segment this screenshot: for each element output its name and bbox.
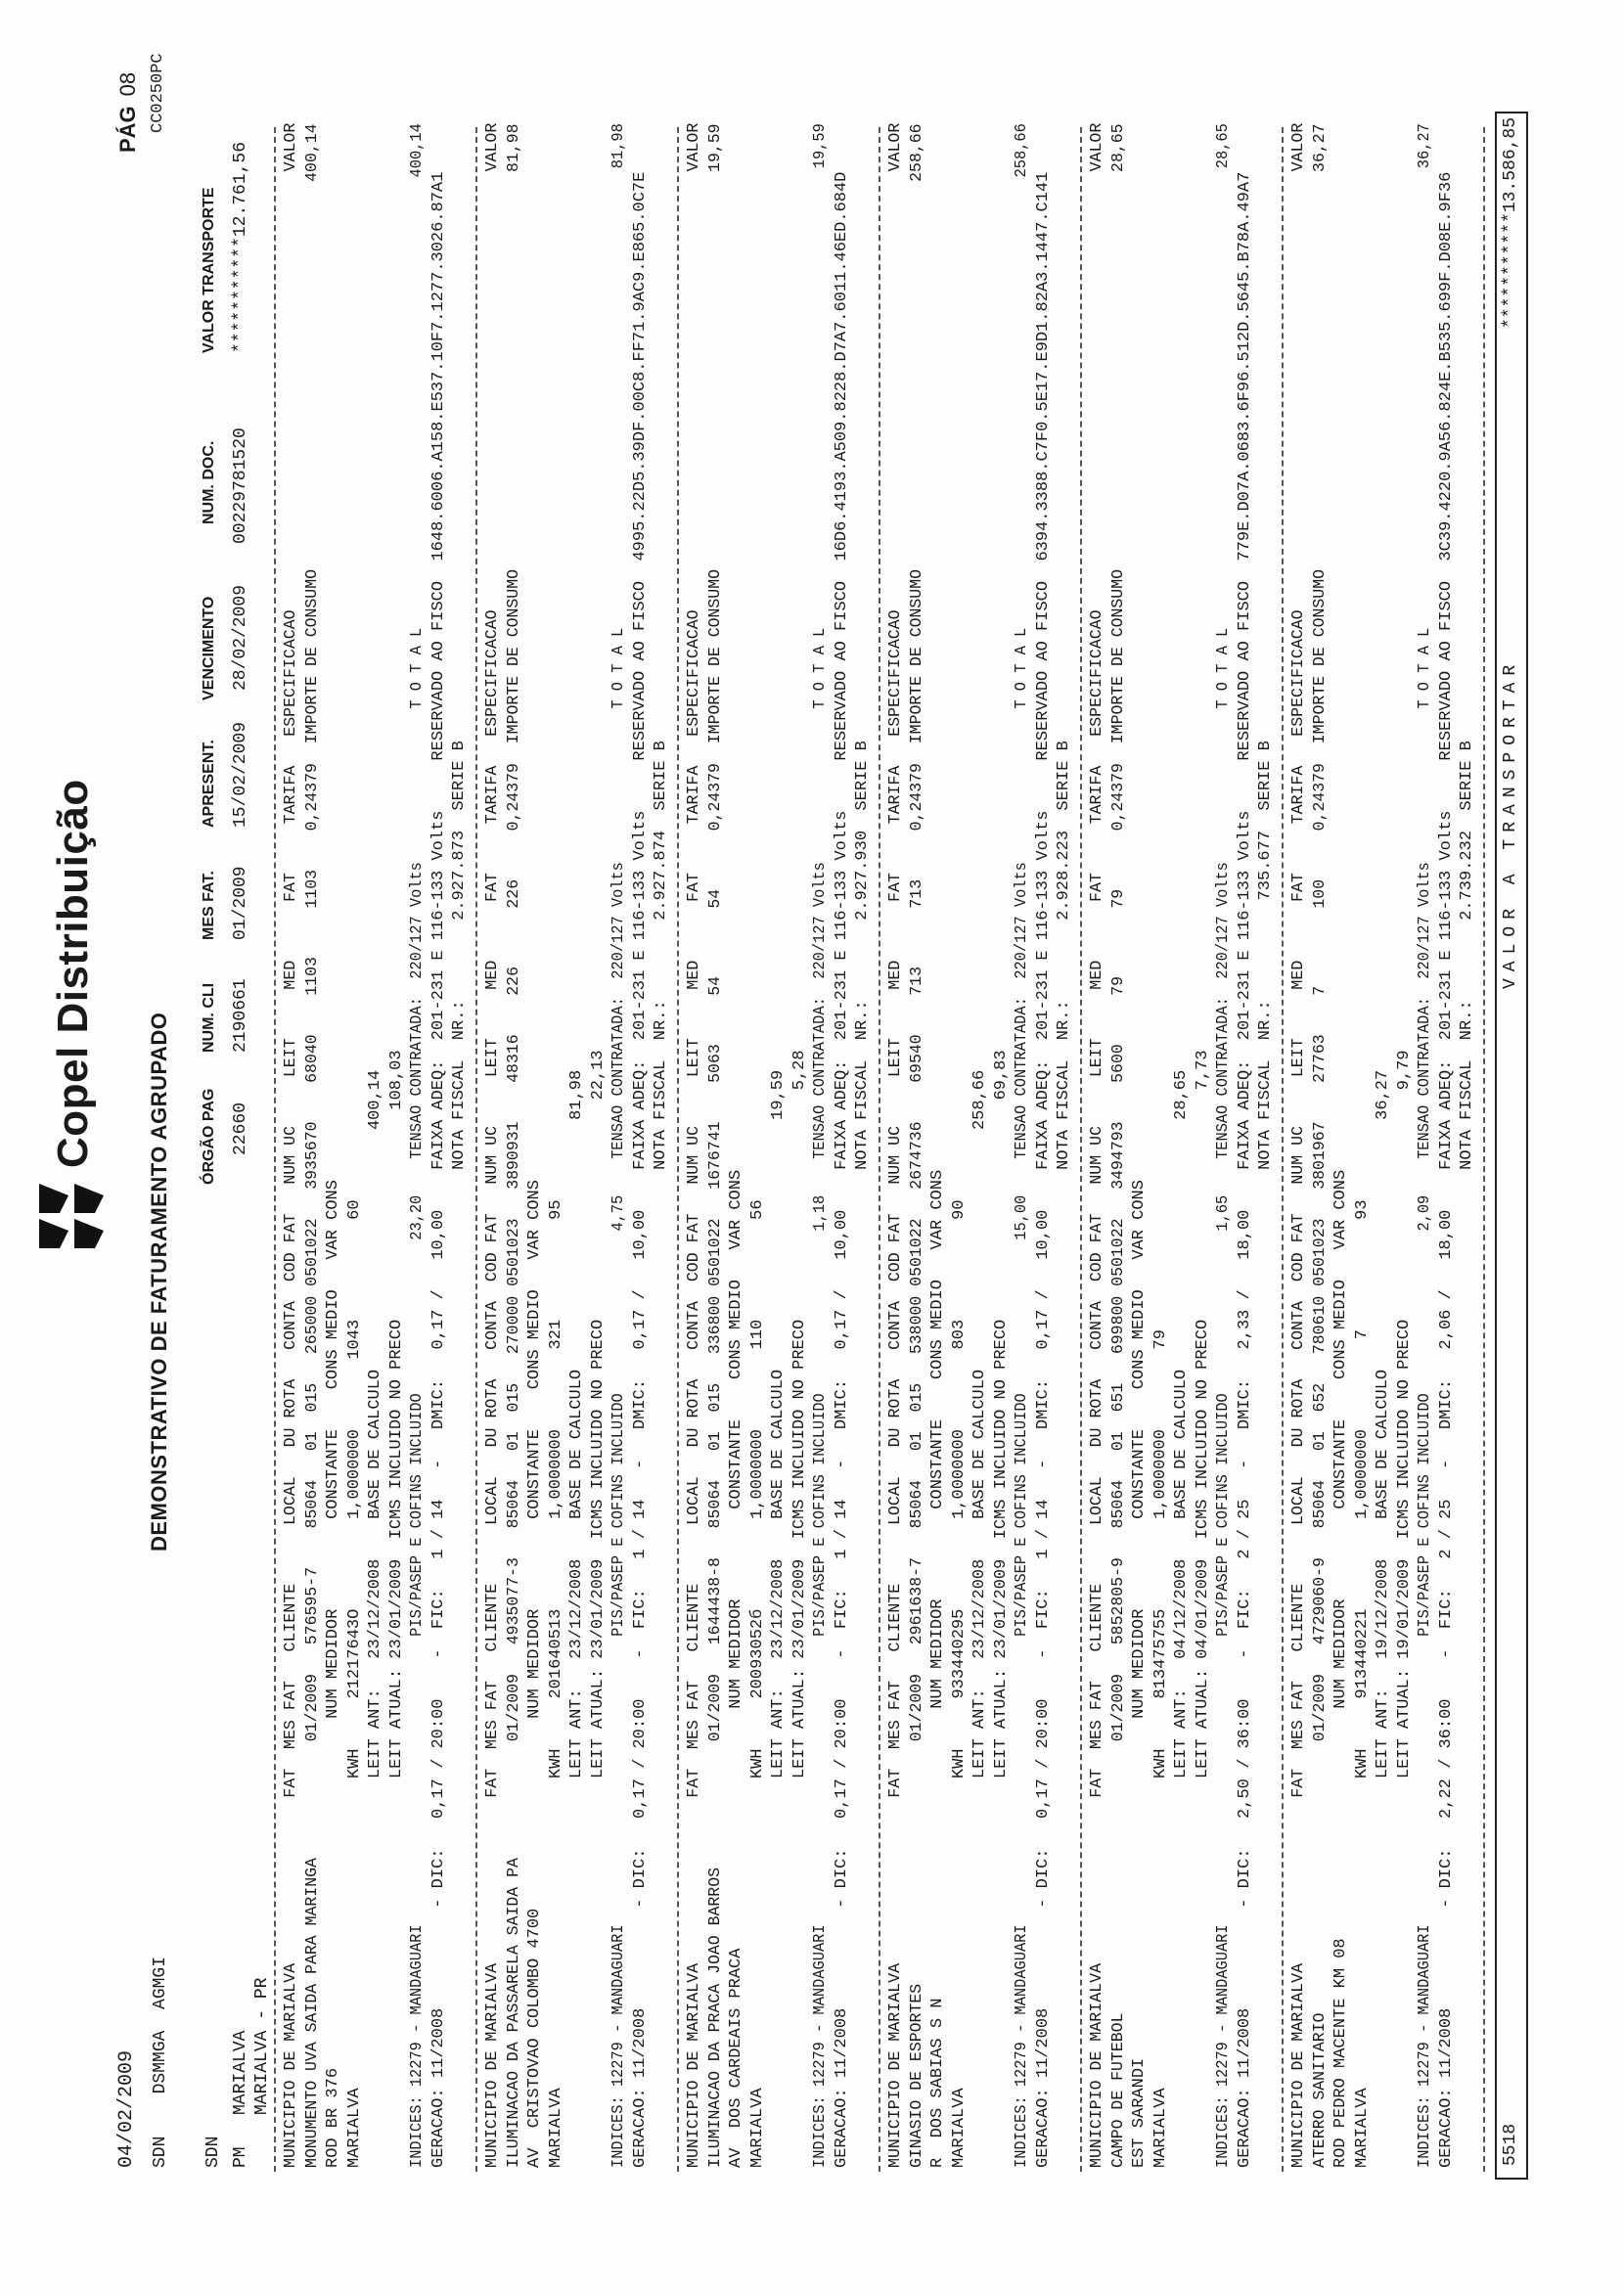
record-line: MARIALVA KWH 201640513 1,0000000 321 95	[546, 1199, 565, 2168]
company-logo	[39, 779, 108, 1248]
section-sdn: SDN	[203, 2136, 223, 2168]
copel-logo-icon	[39, 1180, 108, 1248]
page-indicator	[115, 72, 141, 153]
col-valor-transporte: VALOR TRANSPORTE	[201, 187, 217, 353]
brand-name: Copel Distribuição	[49, 779, 97, 1168]
record-separator	[879, 127, 880, 2172]
client-name: PM MARIALVA	[231, 2030, 250, 2168]
page-number: 08	[115, 71, 140, 97]
record-line: MUNICIPIO DE MARIALVA FAT MES FAT CLIENTE LOCAL DU ROTA CONTA COD FAT NUM UC LEIT MED FAT TARIFA ESPECIFICACAO VALOR	[685, 122, 703, 2168]
record-line: CAMPO DE FUTEBOL 01/2009 5852805-9 85064 01 651 699800 0501022 3494793 5600 79 79 0,24379 IMPORTE DE CONSUMO 28,65	[1108, 123, 1128, 2168]
record-line: GERACAO: 11/2008 - DIC: 0,17 / 20:00 - FIC: 1 / 14 - DMIC: 0,17 / 10,00 FAIXA ADEQ: 201-231 E 116-133 Volts RESERVADO AO FISCO 1648.6006.A158.E537.10F7.1277.3026.87A1	[429, 171, 448, 2168]
footer-code: 5518	[1501, 2123, 1520, 2166]
org-line: SDN DSMMGA AGMGI	[151, 1956, 170, 2168]
record-line: MUNICIPIO DE MARIALVA FAT MES FAT CLIENTE LOCAL DU ROTA CONTA COD FAT NUM UC LEIT MED FAT TARIFA ESPECIFICACAO VALOR	[282, 122, 300, 2168]
record-line: NOTA FISCAL NR.: 2.739.232 SERIE B	[1458, 741, 1476, 2168]
record-line: MARIALVA KWH 813475755 1,0000000 79	[1150, 1329, 1170, 2168]
record-line: NOTA FISCAL NR.: 735.677 SERIE B	[1256, 741, 1275, 2168]
record-line: ROD PEDRO MACENTE KM 08 NUM MEDIDOR CONSTANTE CONS MEDIO VAR CONS	[1331, 1169, 1350, 2168]
report-date: 04/02/2009	[115, 2049, 138, 2168]
page-label: PÁG	[115, 106, 140, 153]
record-line: LEIT ATUAL: 23/01/2009 ICMS INCLUIDO NO PRECO 22,13	[588, 1050, 608, 2168]
col-vencimento: VENCIMENTO	[201, 596, 217, 700]
record-line: NOTA FISCAL NR.: 2.928.223 SERIE B	[1055, 741, 1073, 2168]
record-line: LEIT ANT: 23/12/2008 BASE DE CALCULO 81,98	[567, 1069, 586, 2168]
record-line: LEIT ANT: 23/12/2008 BASE DE CALCULO 19,59	[769, 1069, 788, 2168]
record-line: MARIALVA KWH 21217643O 1,0000000 1043 60	[344, 1199, 364, 2168]
record-line: LEIT ANT: 19/12/2008 BASE DE CALCULO 36,27	[1374, 1069, 1392, 2168]
record-line: ILUMINACAO DA PASSARELA SAIDA PA 01/2009 4935077-3 85064 01 015 270000 0501023 3890931 48316 226 226 0,24379 IMPORTE DE CONSUMO 81,98	[504, 123, 523, 2168]
footer-label: VALOR A TRANSPORTAR	[1501, 657, 1520, 989]
record-separator	[1282, 127, 1284, 2172]
record-line: EST SARANDI NUM MEDIDOR CONSTANTE CONS MEDIO VAR CONS	[1130, 1180, 1149, 2168]
record-line: LEIT ANT: 23/12/2008 BASE DE CALCULO 400,14	[366, 1069, 384, 2168]
record-line: INDICES: 12279 - MANDAGUARI PIS/PASEP E COFINS INCLUIDO 1,18 TENSAO CONTRATADA: 220/127 Volts T O T A L 19,59	[811, 123, 830, 2168]
summary-mes-fat: 01/2009	[231, 866, 250, 940]
summary-apresent: 15/02/2009	[231, 721, 250, 828]
col-orgao-pag: ÓRGÃO PAG	[201, 1088, 217, 1185]
record-line: GERACAO: 11/2008 - DIC: 2,22 / 36:00 - FIC: 2 / 25 - DMIC: 2,06 / 18,00 FAIXA ADEQ: 201-231 E 116-133 Volts RESERVADO AO FISCO 3C39.4220.9A56.824E.B535.699F.D08E.9F36	[1436, 171, 1456, 2168]
summary-vencimento: 28/02/2009	[231, 584, 250, 691]
summary-num-cli: 2190661	[231, 978, 250, 1053]
record-line: ROD BR 376 NUM MEDIDOR CONSTANTE CONS MEDIO VAR CONS	[324, 1180, 342, 2168]
record-line: MARIALVA KWH 913440221 1,0000000 7 93	[1352, 1199, 1372, 2168]
record-line: INDICES: 12279 - MANDAGUARI PIS/PASEP E COFINS INCLUIDO 2,09 TENSAO CONTRATADA: 220/127 Volts T O T A L 36,27	[1416, 123, 1434, 2168]
record-line: LEIT ANT: 04/12/2008 BASE DE CALCULO 28,65	[1172, 1069, 1191, 2168]
record-separator	[1080, 127, 1082, 2172]
record-line: GINASIO DE ESPORTES 01/2009 2961638-7 85064 01 015 538000 0501022 2674736 69540 713 713 0,24379 IMPORTE DE CONSUMO 258,66	[907, 123, 926, 2168]
record-line: ILUMINACAO DA PRACA JOAO BARROS 01/2009 1644438-8 85064 01 015 336800 0501022 1676741 5063 54 54 0,24379 IMPORTE DE CONSUMO 19,59	[705, 123, 725, 2168]
col-mes-fat: MES FAT.	[201, 871, 217, 940]
record-line: LEIT ATUAL: 23/01/2009 ICMS INCLUIDO NO PRECO 5,28	[789, 1050, 809, 2168]
record-line: MARIALVA KWH 20093052б 1,0000000 110 56	[747, 1199, 767, 2168]
report-code: CC0250PC	[149, 53, 167, 133]
record-line: ATERRO SANITARIO 01/2009 4729060-9 85064 01 652 780610 0501023 3801967 27763 7 100 0,24379 IMPORTE DE CONSUMO 36,27	[1310, 123, 1330, 2168]
record-line: MUNICIPIO DE MARIALVA FAT MES FAT CLIENTE LOCAL DU ROTA CONTA COD FAT NUM UC LEIT MED FAT TARIFA ESPECIFICACAO VALOR	[483, 122, 502, 2168]
footer-bar	[1495, 112, 1528, 2180]
col-apresent: APRESENT.	[201, 740, 217, 828]
summary-valor-transporte: ***********12.761,56	[231, 141, 250, 353]
record-separator	[475, 127, 477, 2172]
record-line: NOTA FISCAL NR.: 2.927.930 SERIE B	[853, 741, 872, 2168]
record-line: GERACAO: 11/2008 - DIC: 0,17 / 20:00 - FIC: 1 / 14 - DMIC: 0,17 / 10,00 FAIXA ADEQ: 201-231 E 116-133 Volts RESERVADO AO FISCO 16D6.4193.A509.8228.D7A7.6011.46ED.684D	[832, 171, 851, 2168]
record-line: INDICES: 12279 - MANDAGUARI PIS/PASEP E COFINS INCLUIDO 4,75 TENSAO CONTRATADA: 220/127 Volts T O T A L 81,98	[609, 123, 628, 2168]
record-line: GERACAO: 11/2008 - DIC: 0,17 / 20:00 - FIC: 1 / 14 - DMIC: 0,17 / 10,00 FAIXA ADEQ: 201-231 E 116-133 Volts RESERVADO AO FISCO 4995.22D5.39DF.00C8.FF71.9AC9.E865.0C7E	[630, 171, 650, 2168]
record-line: LEIT ATUAL: 04/01/2009 ICMS INCLUIDO NO PRECO 7,73	[1193, 1050, 1212, 2168]
col-num-doc: NUM. DOC.	[201, 440, 217, 524]
client-city: MARIALVA - PR	[252, 1977, 272, 2168]
footer-value: ***********13.586,85	[1501, 116, 1520, 329]
record-separator	[274, 127, 276, 2172]
record-line: NOTA FISCAL NR.: 2.927.873 SERIE B	[450, 741, 469, 2168]
report-title: DEMONSTRATIVO DE FATURAMENTO AGRUPADO	[147, 1012, 171, 1552]
record-line: NOTA FISCAL NR.: 2.927.874 SERIE B	[652, 741, 670, 2168]
record-line: LEIT ATUAL: 23/01/2009 ICMS INCLUIDO NO PRECO 108,03	[386, 1050, 406, 2168]
record-line: INDICES: 12279 - MANDAGUARI PIS/PASEP E COFINS INCLUIDO 23,20 TENSAO CONTRATADA: 220/127 Volts T O T A L 400,14	[408, 123, 427, 2168]
record-line: MONUMENTO UVA SAIDA PARA MARINGA 01/2009 576595-7 85064 01 015 265000 0501022 3935670 68040 1103 1103 0,24379 IMPORTE DE CONSUMO 400,14	[302, 123, 322, 2168]
record-line: GERACAO: 11/2008 - DIC: 0,17 / 20:00 - FIC: 1 / 14 - DMIC: 0,17 / 10,00 FAIXA ADEQ: 201-231 E 116-133 Volts RESERVADO AO FISCO 6394.3388.C7F0.5E17.E9D1.82A3.1447.C141	[1033, 171, 1053, 2168]
record-line: LEIT ANT: 23/12/2008 BASE DE CALCULO 258,66	[970, 1069, 989, 2168]
summary-orgao: 22660	[231, 1102, 250, 1155]
record-line: INDICES: 12279 - MANDAGUARI PIS/PASEP E COFINS INCLUIDO 15,00 TENSAO CONTRATADA: 220/127 Volts T O T A L 258,66	[1013, 123, 1031, 2168]
record-separator	[677, 127, 679, 2172]
col-num-cli: NUM. CLI	[201, 982, 217, 1053]
record-line: MUNICIPIO DE MARIALVA FAT MES FAT CLIENTE LOCAL DU ROTA CONTA COD FAT NUM UC LEIT MED FAT TARIFA ESPECIFICACAO VALOR	[1088, 122, 1106, 2168]
summary-num-doc: 00229781520	[231, 428, 250, 544]
record-line: MUNICIPIO DE MARIALVA FAT MES FAT CLIENTE LOCAL DU ROTA CONTA COD FAT NUM UC LEIT MED FAT TARIFA ESPECIFICACAO VALOR	[886, 122, 905, 2168]
record-line: LEIT ATUAL: 23/01/2009 ICMS INCLUIDO NO PRECO 69,83	[991, 1050, 1011, 2168]
record-separator	[1483, 127, 1485, 2172]
record-line: MUNICIPIO DE MARIALVA FAT MES FAT CLIENTE LOCAL DU ROTA CONTA COD FAT NUM UC LEIT MED FAT TARIFA ESPECIFICACAO VALOR	[1289, 122, 1308, 2168]
record-line: GERACAO: 11/2008 - DIC: 2,50 / 36:00 - FIC: 2 / 25 - DMIC: 2,33 / 18,00 FAIXA ADEQ: 201-231 E 116-133 Volts RESERVADO AO FISCO 779E.D07A.0683.6F96.512D.5645.B78A.49A7	[1235, 171, 1254, 2168]
record-line: AV CRISTOVAO COLOMBO 4700 NUM MEDIDOR CONSTANTE CONS MEDIO VAR CONS	[525, 1180, 544, 2168]
record-line: MARIALVA KWH 933440295 1,0000000 803 90	[949, 1199, 969, 2168]
record-line: AV DOS CARDEAIS PRACA NUM MEDIDOR CONSTANTE CONS MEDIO VAR CONS	[727, 1169, 745, 2168]
record-line: LEIT ATUAL: 19/01/2009 ICMS INCLUIDO NO PRECO 9,79	[1394, 1050, 1414, 2168]
record-line: R DOS SABIAS S N NUM MEDIDOR CONSTANTE CONS MEDIO VAR CONS	[928, 1169, 947, 2168]
record-line: INDICES: 12279 - MANDAGUARI PIS/PASEP E COFINS INCLUIDO 1,65 TENSAO CONTRATADA: 220/127 Volts T O T A L 28,65	[1214, 123, 1233, 2168]
